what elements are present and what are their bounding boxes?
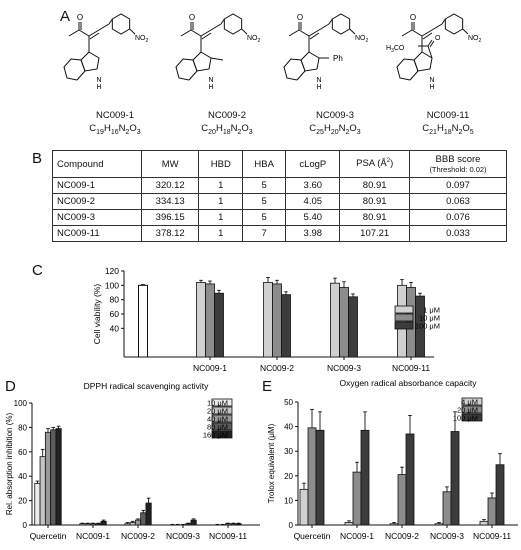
y-tick-label: 0: [22, 521, 27, 530]
y-axis-label: Cell viability (%): [92, 283, 102, 345]
table-header-bbb: [410, 151, 507, 178]
bond: [329, 19, 332, 24]
bond: [77, 71, 85, 80]
bond: [242, 29, 247, 34]
atom-label: $NO_2$: [468, 35, 482, 44]
atom-label: O: [409, 13, 417, 22]
bond: [402, 30, 412, 36]
y-tick-label: 0: [288, 521, 293, 530]
phenyl-ring: [445, 14, 462, 34]
atom-label: O: [296, 13, 304, 22]
chart-cell-viability: [60, 262, 500, 374]
benzene-ring: [284, 59, 305, 80]
x-tick-label: NC009-1: [75, 531, 111, 541]
compound-name: NC009-2: [207, 110, 247, 121]
compound-structure: [275, 10, 395, 135]
table-header-psa: PSA $(Å^2)$: [340, 151, 410, 178]
bar: [45, 432, 50, 525]
table-cell: 107.21: [340, 226, 410, 242]
bar: [90, 524, 95, 525]
panel-label-e: E: [262, 378, 273, 395]
legend-label: 10 μM: [419, 313, 440, 323]
bar: [300, 489, 308, 525]
atom-label: Ph: [333, 54, 343, 63]
bbb-score-label: BBB score: [435, 154, 481, 165]
bond: [442, 19, 445, 24]
bond: [211, 58, 223, 60]
table-cell: 4.05: [286, 194, 340, 210]
bar: [101, 521, 106, 525]
table-cell: 5: [243, 178, 286, 194]
bar: [191, 520, 196, 525]
y-tick-label: 80: [109, 294, 119, 305]
bond: [297, 71, 305, 80]
bond: [202, 33, 211, 39]
y-tick-label: 10: [284, 496, 293, 506]
x-tick-label: NC009-3: [165, 531, 201, 541]
bar: [398, 475, 406, 525]
bond: [432, 24, 442, 30]
bar: [35, 484, 40, 525]
chart-orac: [260, 375, 521, 550]
bar: [197, 282, 206, 357]
bond: [181, 30, 191, 36]
table-header-hba: HBA: [243, 151, 286, 178]
table-cell: 5: [243, 210, 286, 226]
bar: [146, 503, 151, 525]
y-tick-label: 60: [18, 447, 27, 457]
bar: [206, 284, 215, 357]
panel-label-d: D: [5, 378, 16, 395]
table-header-row: [53, 151, 507, 178]
table-cell: 3.60: [286, 178, 340, 194]
bond: [309, 30, 319, 36]
bar: [139, 285, 148, 357]
x-tick-label: Quercetin: [29, 531, 67, 541]
atom-label: $NO_2$: [247, 35, 261, 44]
table-header-hbd: HBD: [199, 151, 243, 178]
compound-formula: $C_{19}H_{16}N_2O_3$: [89, 123, 141, 136]
bond: [201, 30, 211, 36]
legend-label: 10 μM: [207, 398, 228, 408]
y-tick-label: 50: [284, 398, 293, 407]
bond: [109, 19, 112, 24]
benzene-ring: [397, 59, 418, 80]
chart-title: Oxygen radical absorbance capacity: [339, 378, 477, 388]
bond: [69, 30, 79, 36]
y-tick-label: 80: [18, 423, 27, 433]
chart-dpph: [0, 375, 262, 550]
bar: [231, 524, 236, 525]
atom-label: H: [316, 84, 322, 91]
table-cell: 1: [199, 210, 243, 226]
bond: [350, 29, 355, 34]
bond: [422, 30, 432, 36]
table-row: [53, 210, 507, 226]
y-tick-label: 40: [284, 422, 293, 432]
legend-label: 20 μM: [207, 406, 228, 416]
x-tick-label: NC009-11: [472, 531, 512, 541]
table-cell: 396.15: [142, 210, 199, 226]
bar: [435, 524, 443, 525]
bar: [443, 492, 451, 525]
bar: [361, 430, 369, 525]
bond: [90, 33, 99, 39]
table-cell: 0.097: [410, 178, 507, 194]
structure-drawing: [55, 10, 175, 110]
legend-label: 100 μM: [452, 413, 478, 423]
bar: [340, 287, 349, 357]
table-cell: NC009-11: [53, 226, 142, 242]
compound-formula: $C_{21}H_{18}N_2O_5$: [422, 123, 474, 136]
x-tick-label: NC009-11: [391, 363, 431, 373]
bond: [130, 29, 135, 34]
table-cell: NC009-1: [53, 178, 142, 194]
bar: [40, 457, 45, 525]
y-tick-label: 20: [18, 496, 27, 506]
x-tick-label: Quercetin: [293, 531, 331, 541]
table-cell: 0.076: [410, 210, 507, 226]
bar: [51, 430, 56, 525]
bond: [79, 30, 89, 36]
bond: [299, 30, 309, 36]
atom-label: $NO_2$: [355, 35, 369, 44]
compound-name: NC009-3: [315, 110, 355, 121]
bond: [189, 71, 197, 80]
table-cell: 80.91: [340, 178, 410, 194]
bond: [211, 24, 221, 30]
bar: [225, 524, 230, 525]
table-cell: 80.91: [340, 210, 410, 226]
table-header-clogp: cLogP: [286, 151, 340, 178]
atom-label: O: [435, 35, 441, 42]
structure-drawing: [167, 10, 287, 110]
structure-drawing: [275, 10, 395, 110]
legend-swatch: [395, 314, 413, 321]
legend-label: 100 μM: [414, 321, 440, 331]
atom-label: $NO_2$: [135, 35, 149, 44]
bar: [390, 524, 398, 525]
x-tick-label: NC009-2: [120, 531, 156, 541]
table-cell: 3.98: [286, 226, 340, 242]
atom-label: O: [76, 13, 84, 22]
bond: [99, 24, 109, 30]
table-cell: 1: [199, 226, 243, 242]
bond: [319, 24, 329, 30]
table-cell: 80.91: [340, 194, 410, 210]
panel-label-b: B: [32, 150, 43, 167]
table-cell: 5.40: [286, 210, 340, 226]
table-cell: 5: [243, 194, 286, 210]
x-tick-label: NC009-1: [192, 363, 228, 373]
bond: [89, 30, 99, 36]
bar: [331, 283, 340, 357]
bar: [488, 498, 496, 525]
table-row: [53, 178, 507, 194]
compound-structure: [55, 10, 175, 135]
atom-label: $H_3CO$: [386, 45, 405, 54]
atom-label: H: [429, 84, 435, 91]
table-cell: 0.063: [410, 194, 507, 210]
atom-label: O: [188, 13, 196, 22]
y-tick-label: 60: [109, 309, 119, 319]
y-tick-label: 100: [13, 399, 27, 408]
y-tick-label: 30: [284, 447, 293, 457]
legend-swatch: [395, 322, 413, 329]
x-tick-label: NC009-3: [429, 531, 465, 541]
benzene-ring: [176, 59, 197, 80]
table-cell: NC009-2: [53, 194, 142, 210]
panel-label-c: C: [32, 262, 43, 279]
bond: [289, 30, 299, 36]
table-header-compound: Compound: [53, 151, 142, 178]
structure-drawing: [388, 10, 508, 110]
bar: [186, 524, 191, 525]
compound-name: NC009-1: [95, 110, 135, 121]
legend-label: 80 μM: [207, 422, 228, 432]
table-row: [53, 194, 507, 210]
bbb-threshold-label: (Threshold: 0.02): [429, 165, 487, 174]
bond: [463, 29, 468, 34]
legend-label: 4 μM: [461, 397, 478, 407]
bond: [221, 19, 224, 24]
compound-name: NC009-11: [426, 110, 470, 121]
table-cell: 0.033: [410, 226, 507, 242]
x-tick-label: NC009-2: [259, 363, 295, 373]
atom-label: H: [96, 84, 102, 91]
table-cell: 378.12: [142, 226, 199, 242]
bar: [316, 430, 324, 525]
bond: [423, 33, 432, 39]
y-axis-label: Rel. absorption inhibition (%): [5, 412, 14, 516]
bar: [480, 521, 488, 525]
atom-label: H: [208, 84, 214, 91]
bar: [56, 429, 61, 525]
bar: [141, 513, 146, 525]
table-cell: 334.13: [142, 194, 199, 210]
bar: [215, 293, 224, 357]
legend-label: 1 μM: [423, 305, 440, 315]
table-cell: 7: [243, 226, 286, 242]
bar: [96, 524, 101, 525]
bar: [80, 524, 85, 525]
bar: [345, 523, 353, 525]
bar: [85, 524, 90, 525]
x-tick-label: NC009-11: [208, 531, 248, 541]
table-cell: 320.12: [142, 178, 199, 194]
bar: [125, 524, 130, 525]
panel-label-a: A: [60, 8, 71, 25]
bar: [264, 282, 273, 357]
bond: [191, 30, 201, 36]
compound-structure: [388, 10, 508, 135]
benzene-ring: [64, 59, 85, 80]
compound-structure: [167, 10, 287, 135]
table-cell: 1: [199, 194, 243, 210]
legend-swatch: [395, 306, 413, 313]
table-cell: NC009-3: [53, 210, 142, 226]
legend-label: 40 μM: [207, 414, 228, 424]
compound-formula: $C_{20}H_{18}N_2O_3$: [201, 123, 253, 136]
atom-label: N: [316, 77, 322, 84]
phenyl-ring: [224, 14, 241, 34]
atom-label: N: [96, 77, 102, 84]
y-tick-label: 40: [18, 472, 27, 482]
x-tick-label: NC009-2: [384, 531, 420, 541]
x-tick-label: NC009-3: [326, 363, 362, 373]
bond: [310, 33, 319, 39]
bar: [308, 428, 316, 525]
properties-table: [52, 150, 507, 242]
bar: [273, 284, 282, 357]
table-row: [53, 226, 507, 242]
table-cell: 1: [199, 178, 243, 194]
bond: [412, 30, 422, 36]
atom-label: N: [208, 77, 214, 84]
bar: [130, 523, 135, 525]
legend-label: 20 μM: [457, 405, 478, 415]
bar: [353, 472, 361, 525]
y-tick-label: 40: [109, 323, 119, 334]
bar: [406, 434, 414, 525]
phenyl-ring: [332, 14, 349, 34]
atom-label: N: [429, 77, 435, 84]
x-tick-label: NC009-1: [339, 531, 375, 541]
bar: [282, 295, 291, 357]
chart-title: DPPH radical scavenging activity: [83, 381, 209, 391]
bar: [349, 297, 358, 357]
phenyl-ring: [112, 14, 129, 34]
bond: [410, 71, 418, 80]
y-tick-label: 120: [104, 266, 119, 276]
legend-label: 160 μM: [202, 430, 228, 440]
table-header-mw: MW: [142, 151, 199, 178]
bar: [236, 524, 241, 525]
y-tick-label: 20: [284, 471, 293, 481]
compound-formula: $C_{25}H_{20}N_2O_3$: [309, 123, 361, 136]
bar: [135, 520, 140, 525]
y-axis-label: Trolox equivalent (μM): [267, 423, 276, 504]
y-tick-label: 100: [104, 280, 119, 291]
bar: [496, 465, 504, 525]
bar: [451, 432, 459, 525]
